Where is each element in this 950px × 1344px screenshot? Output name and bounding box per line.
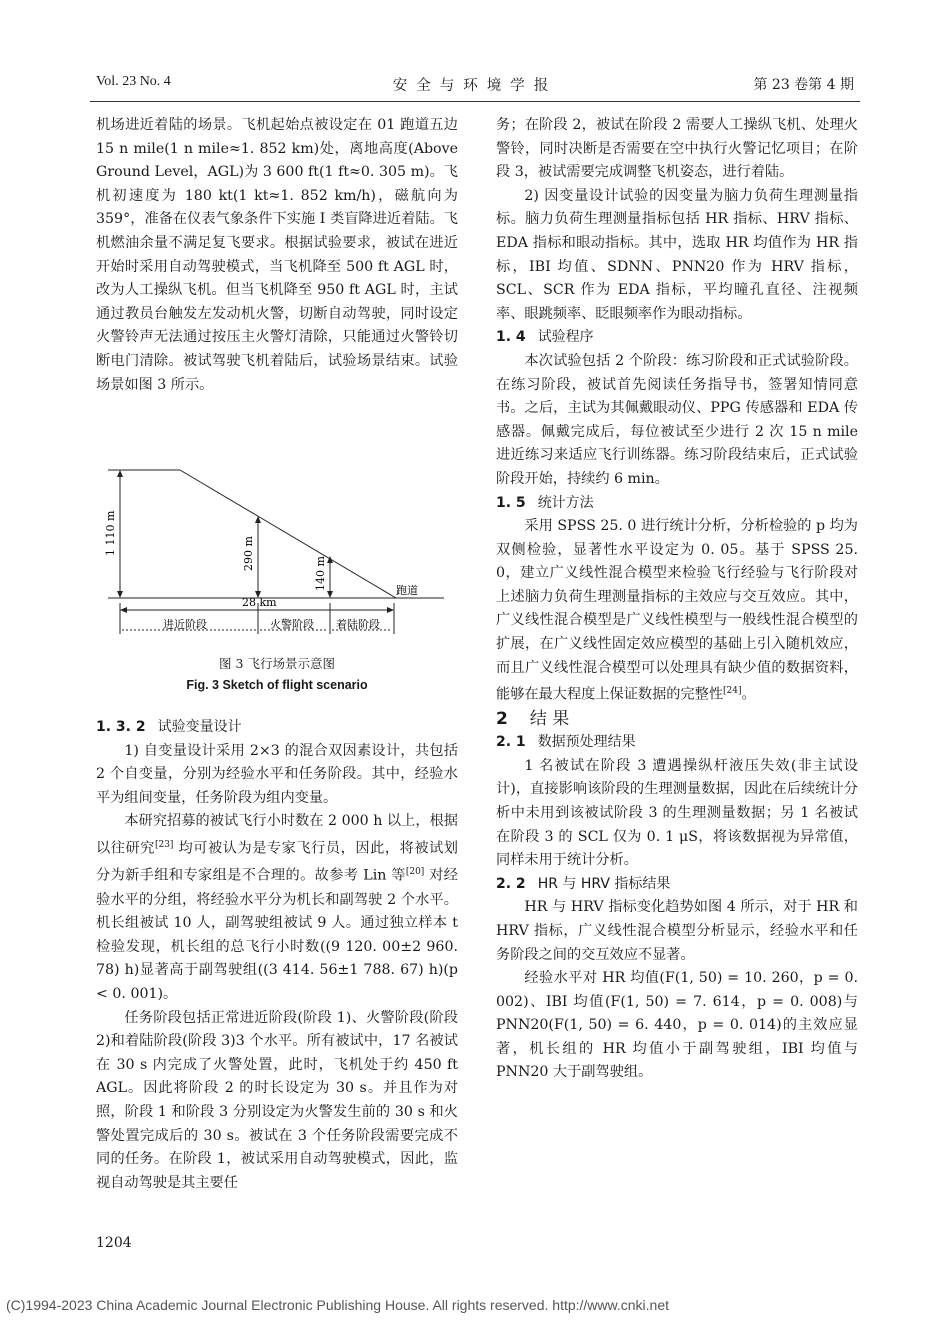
altitude-label-290: 290 m [242,536,255,571]
section-heading: 1. 3. 2 试验变量设计 [96,719,242,735]
arrow-head [327,556,333,563]
page-number: 1204 [96,1235,132,1251]
paragraph: 采用 SPSS 25. 0 进行统计分析，分析检验的 p 均为双侧检验，显著性水平设定为 0. 05。基于 SPSS 25. 0，建立广义线性混合模型来检验飞行经验与飞行阶段对上述脑力负荷生理测量指标的主效应与交互效应。其中，广义线性混合模型是广义线性模型与一般线性混合模型的扩展，在广义线性固定效应模型的基础上引入随机效应，而且广义线性混合模型可以处理具有缺少值的数据资料，能够在最大程度上保证数据的完整性[24]。 [496,518,858,703]
phase-label-fire: 火警阶段 [270,618,314,631]
left-column-bottom [96,716,458,1195]
altitude-label-140: 140 m [314,556,327,591]
section-heading: 1. 5 统计方法 [496,494,594,511]
arrow-head [327,591,333,598]
phase-label-approach: 进近阶段 [163,618,207,631]
section-heading: 1. 4 试验程序 [496,329,594,346]
paragraph: 本研究招募的被试飞行小时数在 2 000 h 以上，根据以往研究[23] 均可被认为是专家飞行员，因此，将被试划分为新手组和专家组是不合理的。故参考 Lin 等[20] 对经验水平的分组，将经验水平分为机长和副驾驶 2 个水平。机长组被试 10 人，副驾驶组被试 9 人。通过独立样本 t 检验发现，机长组的总飞行小时数((9 120. 00±2 960. 78) h)显著高于副驾驶组((3 414. 56±1 788. 67) h)(p < 0. 001)。 [96,813,458,1002]
arrow-head [117,591,123,598]
section-heading: 2. 2 HR 与 HRV 指标结果 [496,875,671,892]
citation: [23] [154,839,174,850]
journal-volume: Vol. 23 No. 4 [96,74,171,89]
section-heading: 2. 1 数据预处理结果 [496,734,636,751]
paragraph: 1 名被试在阶段 3 遭遇操纵杆液压失效(非主试设计)，直接影响该阶段的生理测量数据，因此在后续统计分析中未用到该被试阶段 3 的生理测量数据；另 1 名被试在阶段 3 的 SCL 仅为 0. 1 μS，将该数据视为异常值，同样未用于统计分析。 [496,757,858,869]
section-heading-major: 2 结 果 [496,708,570,729]
right-column [496,114,858,1085]
figure-caption-en: Fig. 3 Sketch of flight scenario [186,678,368,692]
paragraph: 任务阶段包括正常进近阶段(阶段 1)、火警阶段(阶段 2)和着陆阶段(阶段 3)3 个水平。所有被试中，17 名被试在 30 s 内完成了火警处置，此时，飞机处于约 450 ft AGL。因此将阶段 2 的时长设定为 30 s。并且作为对照，阶段 1 和阶段 3 分别设定为火警发生前的 30 s 和火警处置完成后的 30 s。被试在 3 个任务阶段需要完成不同的任务。在阶段 1，被试采用自动驾驶模式，因此，监视自动驾驶是其主要任 [96,1009,458,1191]
glide-slope-line [180,470,396,598]
journal-title: 安全与环境学报 [392,78,558,94]
copyright-footer: (C)1994-2023 China Academic Journal Electronic Publishing House. All rights reserved. http://www.cnki.net [6,1297,669,1313]
flight-scenario-diagram [96,458,458,658]
paragraph: 本次试验包括 2 个阶段：练习阶段和正式试验阶段。在练习阶段，被试首先阅读任务指导书，签署知情同意书。之后，主试为其佩戴眼动仪、PPG 传感器和 EDA 传感器。佩戴完成后，每位被试至少进行 2 次 15 n mile 进近练习来适应飞行训练器。练习阶段结束后，正式试验阶段开始，持续约 6 min。 [496,352,858,487]
paragraph: 经验水平对 HR 均值(F(1, 50) = 10. 260，p = 0. 002)、IBI 均值(F(1, 50) = 7. 614，p = 0. 008)与 PNN20(F(1, 50) = 6. 440，p = 0. 014)的主效应显著，机长组的 HR 均值小于副驾驶组，IBI 均值与 PNN20 大于副驾驶组。 [496,970,858,1081]
paragraph: 机场进近着陆的场景。飞机起始点被设定在 01 跑道五边 15 n mile(1 n mile≈1. 852 km)处，离地高度(Above Ground Level，AGL)为 3 600 ft(1 ft≈0. 305 m)。飞机初速度为 180 kt(1 kt≈1. 852 km/h)，磁航向为 359°，准备在仪表气象条件下实施 Ⅰ 类盲降进近着陆。飞机燃油余量不满足复飞要求。根据试验要求，被试在进近开始时采用自动驾驶模式，当飞机降至 500 ft AGL 时，改为人工操纵飞机。但当飞机降至 950 ft AGL 时，主试通过教员台触发左发动机火警，切断自动驾驶，同时设定火警铃声无法通过按压主火警灯清除，只能通过火警铃切断电门清除。被试驾驶飞机着陆后，试验场景结束。试验场景如图 3 所示。 [96,117,458,393]
altitude-label-1110: 1 110 m [104,510,117,556]
arrow-head [120,607,127,613]
paragraph: 2) 因变量设计试验的因变量为脑力负荷生理测量指标。脑力负荷生理测量指标包括 HR 指标、HRV 指标、EDA 指标和眼动指标。其中，选取 HR 均值作为 HR 指标，IBI 均值、SDNN、PNN20 作为 HRV 指标，SCL、SCR 作为 EDA 指标，平均瞳孔直径、注视频率、眼跳频率、眨眼频率作为眼动指标。 [496,187,858,322]
runway-label: 跑道 [396,584,418,597]
figure-caption-cn: 图 3 飞行场景示意图 [219,656,335,671]
citation: [24] [723,686,742,697]
distance-label: 28 km [242,596,277,609]
phase-label-landing: 着陆阶段 [336,618,380,631]
arrow-head [387,607,394,613]
arrow-head [117,470,123,477]
header-rule [90,101,860,102]
paragraph: 务；在阶段 2，被试在阶段 2 需要人工操纵飞机、处理火警铃，同时决断是否需要在空中执行火警记忆项目；在阶段 3，被试需要完成调整飞机姿态，进行着陆。 [496,117,858,181]
citation: [20] [405,867,425,878]
paragraph: 1) 自变量设计采用 2×3 的混合双因素设计，共包括 2 个自变量，分别为经验水平和任务阶段。其中，经验水平为组间变量，任务阶段为组内变量。 [96,742,458,806]
paragraph: HR 与 HRV 指标变化趋势如图 4 所示，对于 HR 和 HRV 指标，广义线性混合模型分析显示，经验水平和任务阶段之间的交互效应不显著。 [496,899,858,963]
left-column-top [96,114,458,397]
journal-issue: 第 23 卷第 4 期 [753,77,854,93]
